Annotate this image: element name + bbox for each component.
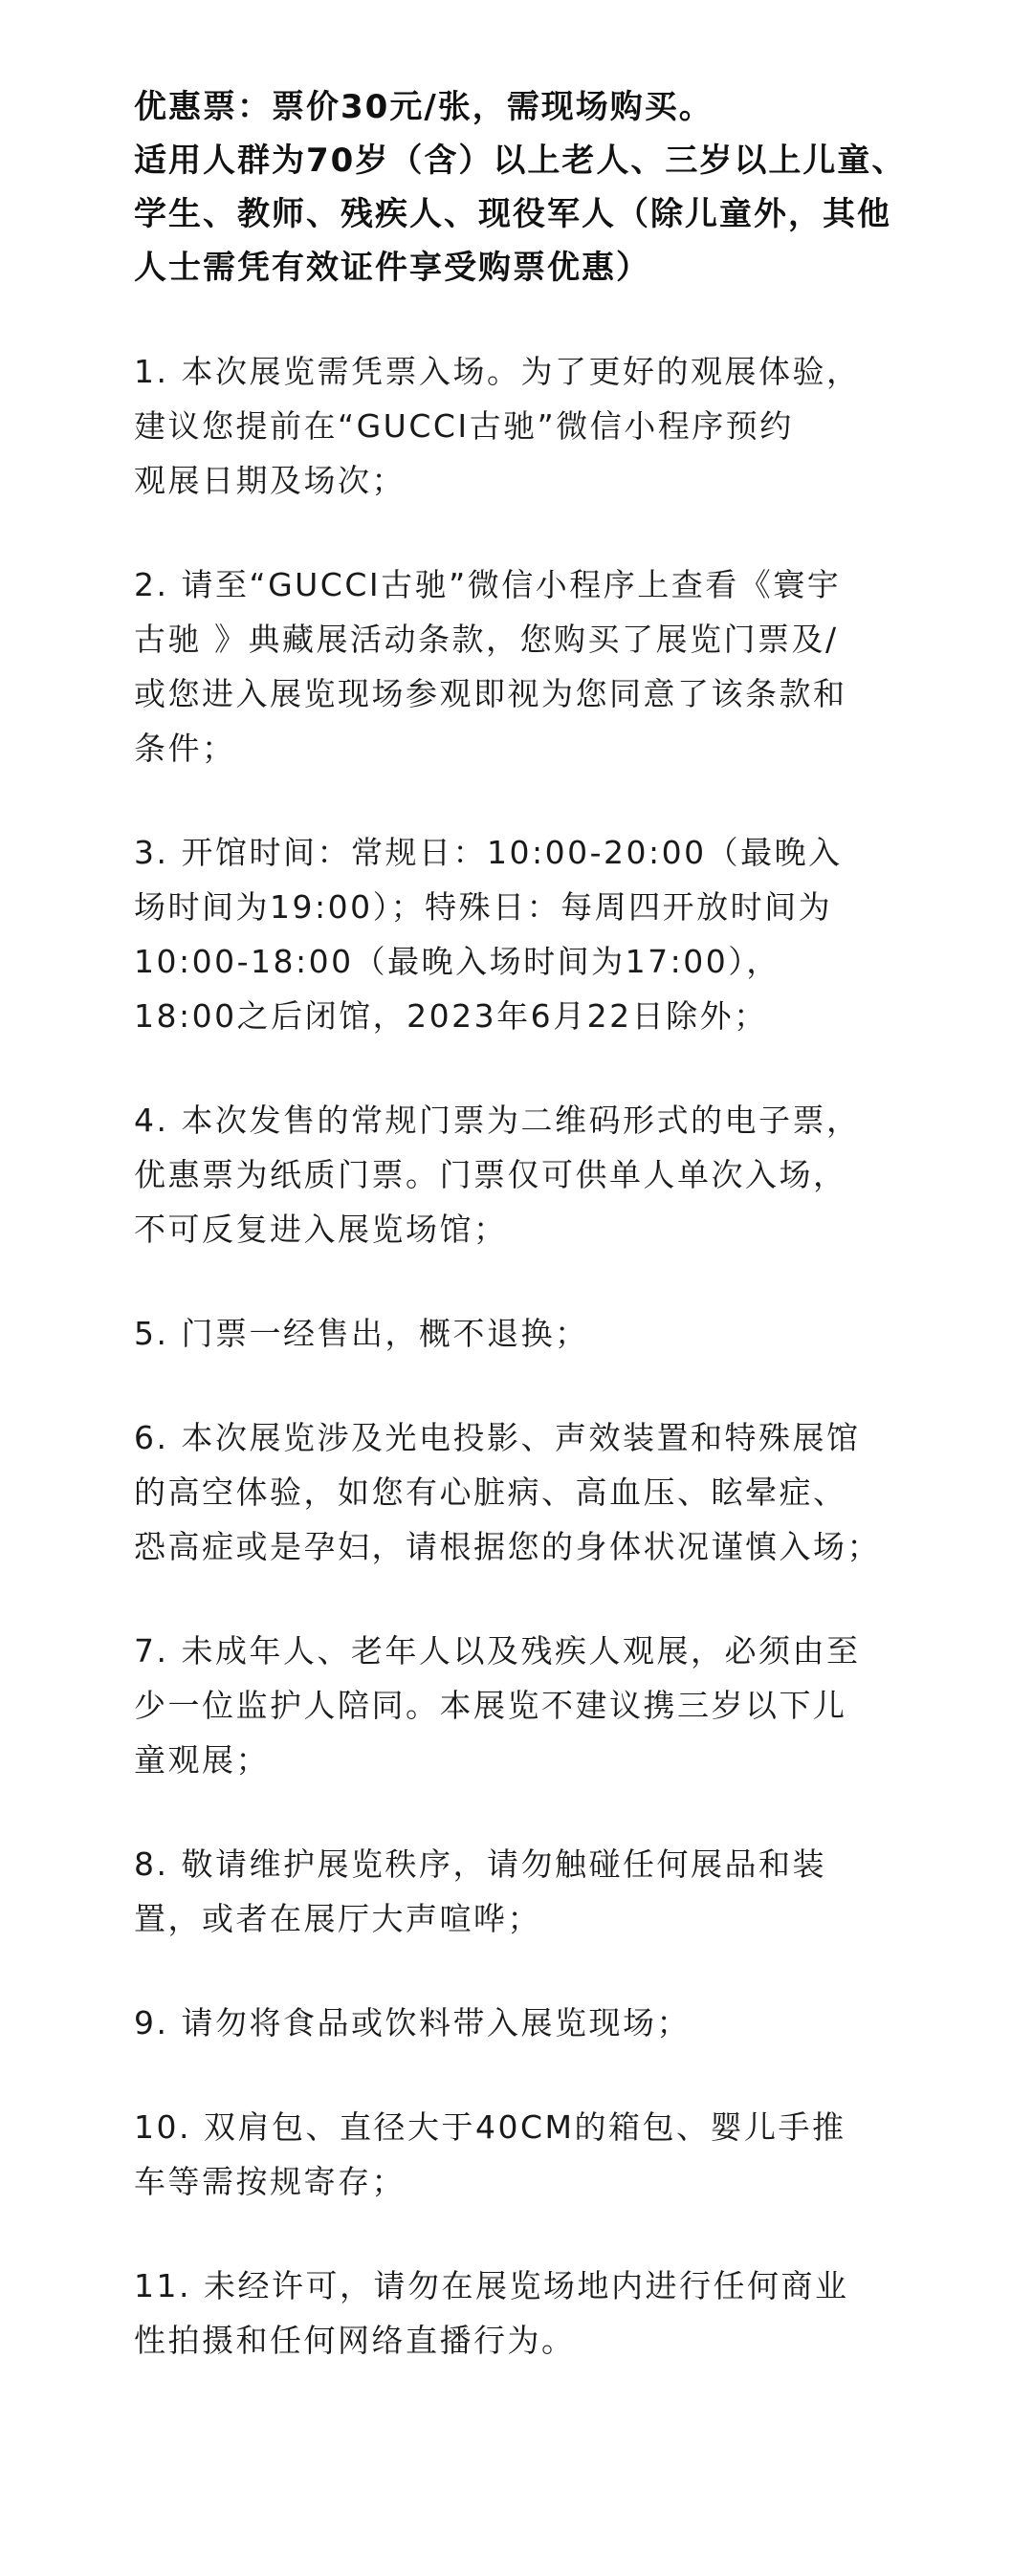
term-line: 18:00之后闭馆，2023年6月22日除外； xyxy=(134,997,768,1035)
term-line: 古驰 》典藏展活动条款，您购买了展览门票及/ xyxy=(134,621,839,658)
term-line: 9. 请勿将食品或饮料带入展览现场； xyxy=(134,2004,691,2041)
term-item xyxy=(134,1837,937,1946)
term-item xyxy=(134,1306,937,1361)
term-item xyxy=(134,825,937,1043)
term-line: 6. 本次展览涉及光电投影、声效装置和特殊展馆 xyxy=(134,1419,861,1456)
notice-line: 适用人群为70岁（含）以上老人、三岁以上儿童、 xyxy=(134,142,907,180)
term-line: 置，或者在展厅大声喧哗； xyxy=(134,1900,541,1937)
term-line: 5. 门票一经售出，概不退换； xyxy=(134,1315,589,1352)
term-line: 车等需按规寄存； xyxy=(134,2163,406,2200)
term-line: 建议您提前在“GUCCI古驰”微信小程序预约 xyxy=(134,407,794,445)
notice-line: 优惠票：票价30元/张，需现场购买。 xyxy=(134,88,714,126)
term-item xyxy=(134,1093,937,1256)
term-line: 4. 本次发售的常规门票为二维码形式的电子票， xyxy=(134,1102,861,1139)
term-line: 不可反复进入展览场馆； xyxy=(134,1211,508,1248)
term-item xyxy=(134,557,937,775)
term-line: 观展日期及场次； xyxy=(134,462,406,499)
term-line: 10. 双肩包、直径大于40CM的箱包、婴儿手推 xyxy=(134,2108,846,2146)
term-line: 性拍摄和任何网络直播行为。 xyxy=(134,2322,576,2359)
term-line: 1. 本次展览需凭票入场。为了更好的观展体验， xyxy=(134,353,861,390)
term-line: 8. 敬请维护展览秩序，请勿触碰任何展品和装 xyxy=(134,1845,826,1883)
term-line: 7. 未成年人、老年人以及残疾人观展，必须由至 xyxy=(134,1632,861,1670)
term-line: 10:00-18:00（最晚入场时间为17:00）， xyxy=(134,943,780,980)
notice-line: 人士需凭有效证件享受购票优惠） xyxy=(134,249,650,287)
terms-list xyxy=(134,344,937,2368)
term-line: 童观展； xyxy=(134,1741,270,1779)
term-item xyxy=(134,1624,937,1787)
term-item xyxy=(134,1996,937,2050)
term-line: 恐高症或是孕妇，请根据您的身体状况谨慎入场； xyxy=(134,1528,881,1565)
term-item xyxy=(134,2100,937,2209)
term-line: 或您进入展览现场参观即视为您同意了该条款和 xyxy=(134,675,847,712)
term-line: 场时间为19:00）；特殊日：每周四开放时间为 xyxy=(134,888,833,926)
term-line: 少一位监护人陪同。本展览不建议携三岁以下儿 xyxy=(134,1687,847,1724)
term-line: 11. 未经许可，请勿在展览场地内进行任何商业 xyxy=(134,2267,849,2304)
term-line: 条件； xyxy=(134,730,236,767)
term-line: 优惠票为纸质门票。门票仅可供单人单次入场， xyxy=(134,1156,847,1193)
term-item xyxy=(134,344,937,508)
term-line: 3. 开馆时间：常规日：10:00-20:00（最晚入 xyxy=(134,834,843,871)
notice-line: 学生、教师、残疾人、现役军人（除儿童外，其他 xyxy=(134,195,891,233)
term-line: 2. 请至“GUCCI古驰”微信小程序上查看《寰宇 xyxy=(134,566,842,603)
discount-ticket-notice xyxy=(134,80,937,295)
term-item xyxy=(134,2259,937,2368)
term-line: 的高空体验，如您有心脏病、高血压、眩晕症、 xyxy=(134,1474,847,1511)
term-item xyxy=(134,1410,937,1574)
